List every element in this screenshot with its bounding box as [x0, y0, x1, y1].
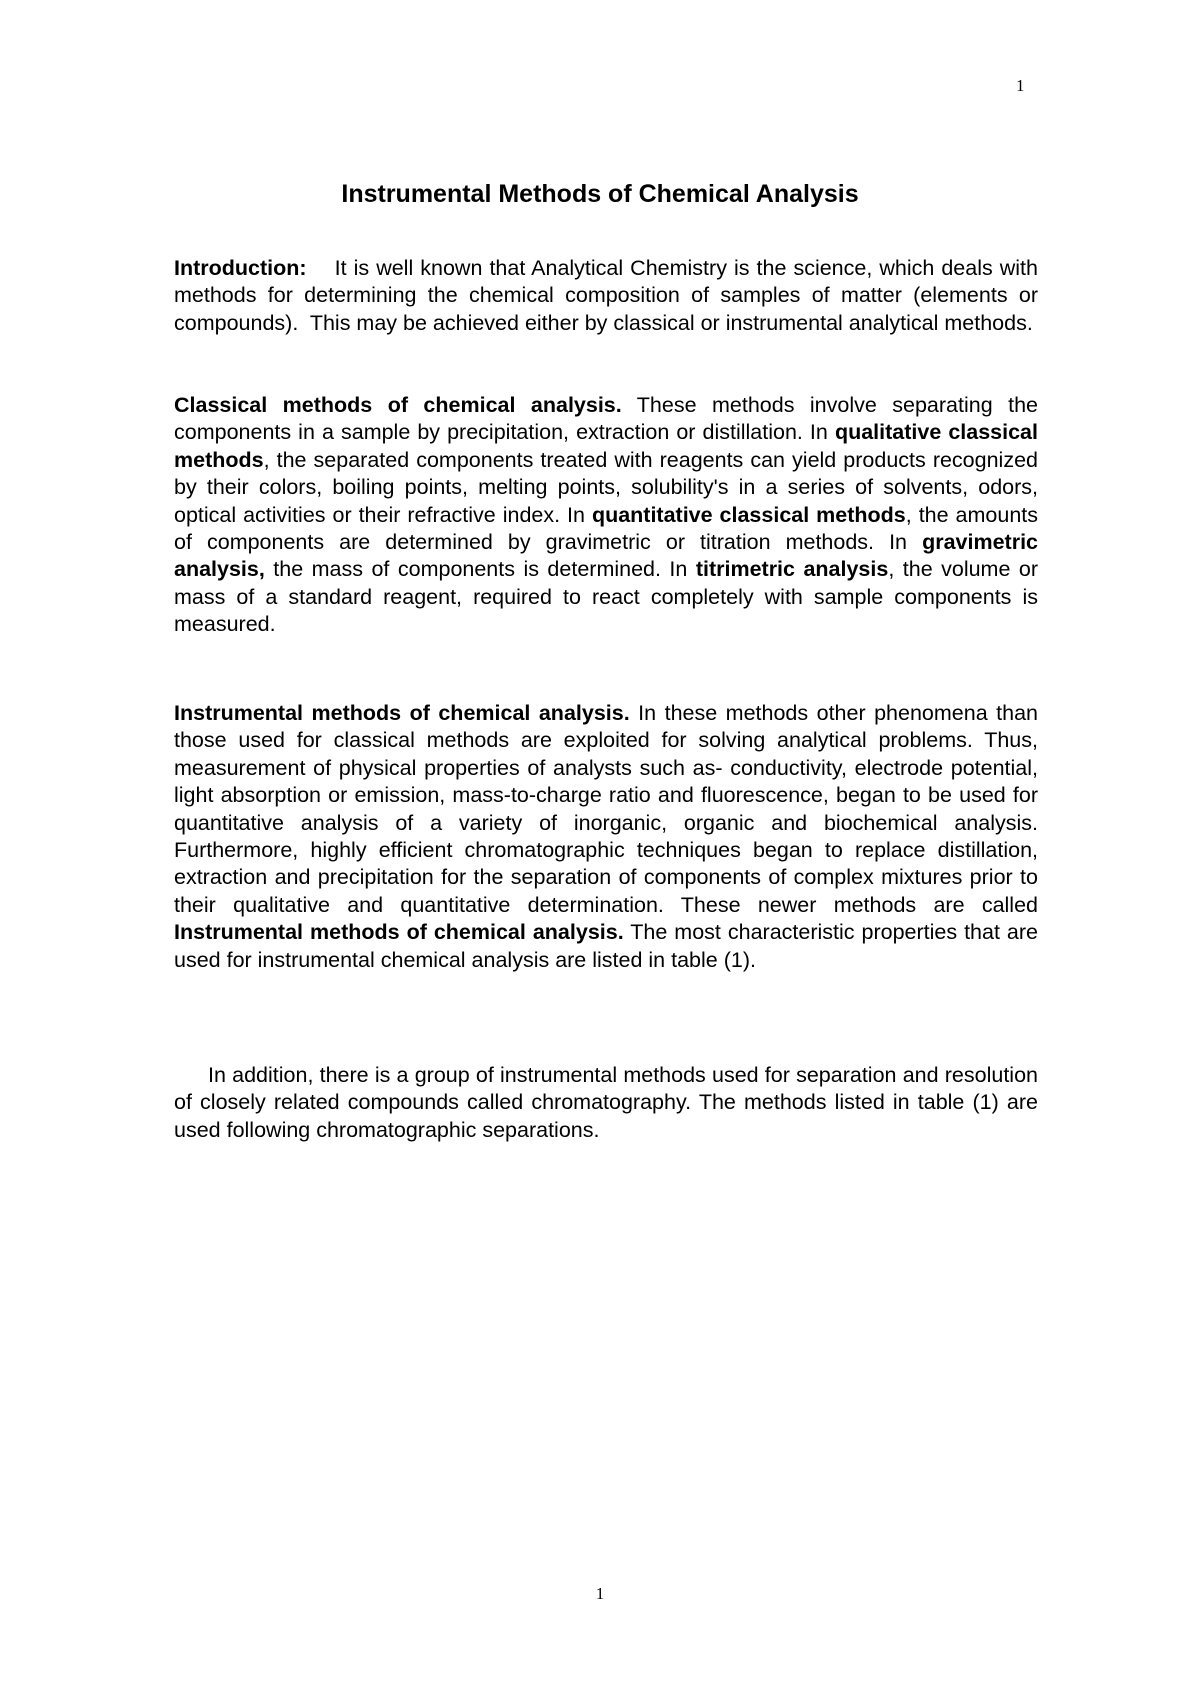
classical-text-2: , the separated components treated with reagents can yield products recognized by their colors, boiling points, melting points, solubility's in a series of solvents, odors, optical activities or their refractive index. In — [174, 447, 1038, 527]
introduction-text: It is well known that Analytical Chemistry is the science, which deals with methods for determining the chemical composition of samples of matter (elements or compounds). This may be achieved either by classical or instrumental analytical methods. — [174, 256, 1044, 335]
page-number-top: 1 — [1016, 76, 1025, 95]
classical-text-3: , the amounts of components are determined by gravimetric or titration methods. In — [174, 502, 1038, 555]
document-title: Instrumental Methods of Chemical Analysis — [341, 180, 859, 208]
titrimetric-term: titrimetric analysis — [695, 557, 889, 582]
instrumental-text-1: In these methods other phenomena than those used for classical methods are exploited for solving analytical problems. Thus, measurement of physical properties of analysts such as- conductivity, electrode potential, light absorption or emission, mass-to-charge ratio and fluorescence, began to be used for quantitative analysis of a variety of inorganic, organic and biochemical analysis. Furthermore, highly efficient chromatographic techniques began to replace distillation, extraction and precipitation for the separation of components of complex mixtures prior to their qualitative and quantitative determination. These newer methods are called — [174, 701, 1038, 917]
classical-text-5: , the volume or mass of a standard reagent, required to react completely with sample components is measured. — [174, 557, 1038, 637]
paragraph-introduction — [174, 255, 1044, 337]
gravimetric-term: gravimetric analysis, — [174, 530, 1038, 582]
quantitative-classical-term: quantitative classical methods — [591, 502, 906, 527]
classical-heading: Classical methods of chemical analysis. — [174, 393, 622, 417]
page-number-bottom: 1 — [595, 1584, 605, 1603]
paragraph-classical-methods — [174, 392, 1038, 639]
paragraph-instrumental-methods — [174, 700, 1038, 974]
classical-text-1: These methods involve separating the components in a sample by precipitation, extraction or distillation. In — [174, 393, 1038, 445]
instrumental-heading: Instrumental methods of chemical analysis. — [174, 701, 630, 725]
introduction-heading: Introduction: — [174, 256, 307, 280]
paragraph-addition: In addition, there is a group of instrumental methods used for separation and resolution of closely related compounds called chromatography. The methods listed in table (1) are used following chromatographic separations. — [174, 1063, 1038, 1142]
classical-text-4: the mass of components is determined. In — [264, 557, 696, 582]
qualitative-classical-term: qualitative classical methods — [174, 420, 1038, 472]
instrumental-term: Instrumental methods of chemical analysis. — [174, 920, 624, 945]
instrumental-text-2: The most characteristic properties that are used for instrumental chemical analysis are listed in table (1). — [174, 920, 1038, 972]
